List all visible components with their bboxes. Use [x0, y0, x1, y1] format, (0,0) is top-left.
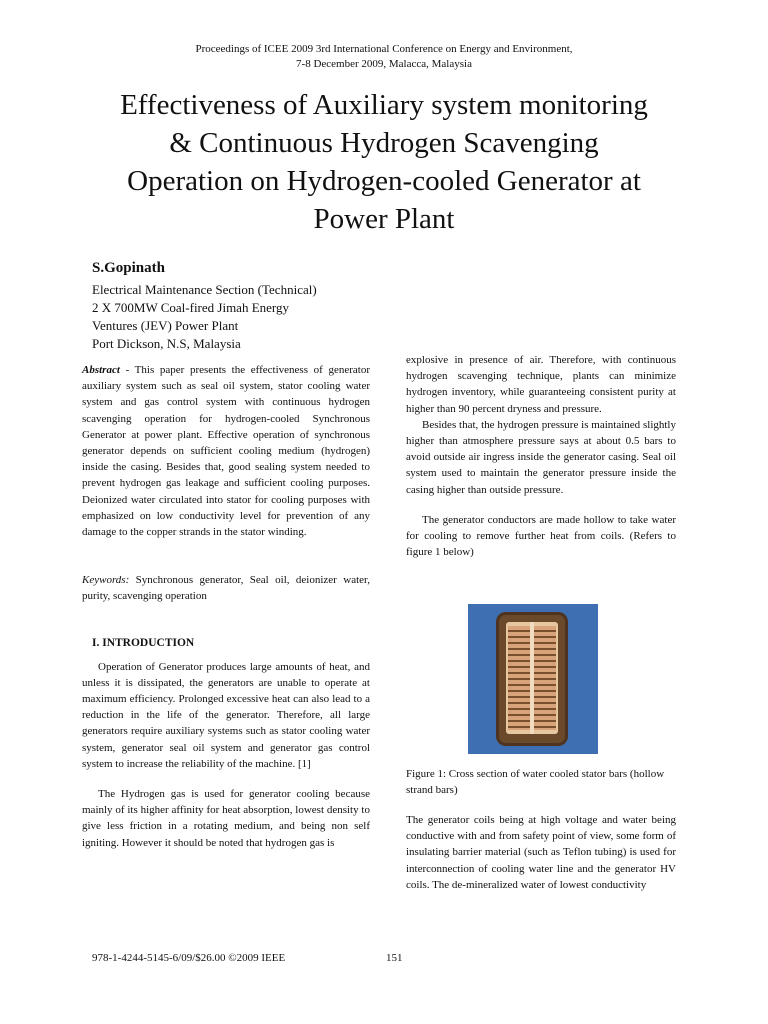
- keywords-label: Keywords:: [82, 574, 130, 587]
- proceedings-line-2: 7-8 December 2009, Malacca, Malaysia: [296, 58, 472, 70]
- footer-isbn: 978-1-4244-5145-6/09/$26.00 ©2009 IEEE: [92, 952, 286, 964]
- title-line-3: Operation on Hydrogen-cooled Generator at: [127, 165, 641, 197]
- affiliation-line-1: Electrical Maintenance Section (Technical): [92, 282, 317, 297]
- proceedings-header: [0, 42, 768, 72]
- right-paragraph-2: Besides that, the hydrogen pressure is maintained slightly higher than atmosphere pressure says at about 0.5 bars to avoid outside air ingress inside the generator casing. Seal oil system used to maintain the generator pressure inside the casing higher than outside pressure.: [406, 418, 676, 496]
- intro-paragraph-2: The Hydrogen gas is used for generator cooling because mainly of its higher affinity for heat absorption, lowest density to give less friction in a rotating medium, and being non self igniting. However it should be noted that hydrogen gas is: [82, 788, 370, 849]
- footer-page-number: 151: [386, 952, 403, 964]
- title-line-2: & Continuous Hydrogen Scavenging: [169, 127, 599, 159]
- intro-paragraph-1: Operation of Generator produces large amounts of heat, and unless it is dissipated, the generators are unable to operate at maximum efficiency. Prolonged excessive heat can also lead to a reduction in the life of the generator. Therefore, all large generators require auxiliary systems such as stator cooling water system, generator seal oil system and generator gas control system to increase the reliability of the machine. [1]: [82, 660, 370, 770]
- proceedings-line-1: Proceedings of ICEE 2009 3rd International Conference on Energy and Environment,: [195, 43, 573, 55]
- affiliation-line-2: 2 X 700MW Coal-fired Jimah Energy: [92, 300, 290, 315]
- paper-title: [70, 86, 698, 238]
- right-column: [406, 352, 676, 560]
- section-heading-introduction: I. INTRODUCTION: [92, 636, 195, 649]
- keywords-text: Synchronous generator, Seal oil, deionizer water, purity, scavenging operation: [82, 574, 370, 603]
- hollow-strands: [506, 622, 558, 734]
- abstract-text: - This paper presents the effectiveness of generator auxiliary system such as seal oil system, stator cooling water system and gas control system with continuous hydrogen scavenging operation for hydrogen-cooled Synchronous Generator at power plant. Effective operation of synchronous generator depends on sufficient cooling medium (hydrogen) inside the casing. Besides that, good sealing system needed to prevent hydrogen gas leakage and sufficient cooling purposes. Deionized water circulated into stator for cooling purposes with emphasized on low conductivity level for prevention of any damage to the copper strands in the stator winding.: [82, 364, 370, 539]
- abstract-label: Abstract: [82, 364, 120, 376]
- figure-1-stator-bar-image: [468, 604, 598, 754]
- author-affiliation: [92, 281, 412, 353]
- title-line-4: Power Plant: [313, 203, 455, 235]
- right-paragraph-3: The generator conductors are made hollow to take water for cooling to remove further heat from coils. (Refers to figure 1 below): [406, 513, 676, 559]
- strand-divider: [530, 622, 534, 734]
- right-paragraph-1: explosive in presence of air. Therefore, with continuous hydrogen scavenging technique, plants can minimize hydrogen inventory, while guaranteeing consistent purity at higher than 90 percent dryness and pressure.: [406, 354, 676, 415]
- keywords-paragraph: [82, 572, 370, 604]
- right-column-lower: [406, 812, 676, 893]
- figure-1-caption: Figure 1: Cross section of water cooled stator bars (hollow strand bars): [406, 768, 665, 797]
- affiliation-line-4: Port Dickson, N.S, Malaysia: [92, 336, 241, 351]
- title-line-1: Effectiveness of Auxiliary system monitoring: [120, 89, 648, 121]
- stator-bar-casing: [496, 612, 568, 746]
- author-name: S.Gopinath: [92, 260, 165, 276]
- left-column: [82, 362, 370, 851]
- right-paragraph-4: The generator coils being at high voltage and water being conductive with and from safety point of view, some form of insulating barrier material (such as Teflon tubing) is used for interconnection of cooling water line and the generator HV coils. The de-mineralized water of lowest conductivity: [406, 814, 676, 891]
- affiliation-line-3: Ventures (JEV) Power Plant: [92, 318, 239, 333]
- abstract-paragraph: [82, 362, 370, 540]
- author-block: [92, 258, 412, 353]
